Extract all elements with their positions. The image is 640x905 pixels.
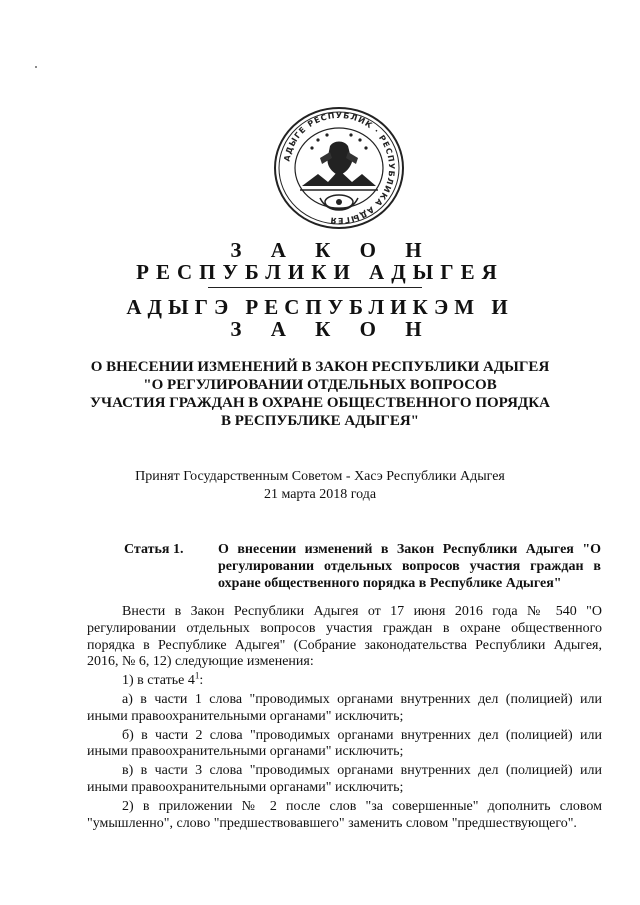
law-title-line2: РЕСПУБЛИКИ АДЫГЕЯ [136, 260, 504, 284]
adoption-note [60, 468, 580, 504]
svg-text:АДЫГЕ РЕСПУБЛИК · РЕСПУБЛИКА А: АДЫГЕ РЕСПУБЛИК · РЕСПУБЛИКА АДЫГЕЯ [282, 110, 397, 226]
body-item-1b: б) в части 2 слова "проводимых органами внутренних дел (полицией) или иными правоохранительными органами" исключить; [87, 727, 602, 760]
subject-line: УЧАСТИЯ ГРАЖДАН В ОХРАНЕ ОБЩЕСТВЕННОГО ПОРЯДКА [90, 395, 550, 411]
body-item-1a: а) в части 1 слова "проводимых органами внутренних дел (полицией) или иными правоохранительными органами" исключить; [87, 691, 602, 724]
adoption-body: Принят Государственным Советом - Хасэ Республики Адыгея [135, 469, 505, 484]
law-title-line4: З А К О Н [230, 317, 434, 341]
adoption-date: 21 марта 2018 года [263, 487, 377, 502]
subject-line: "О РЕГУЛИРОВАНИИ ОТДЕЛЬНЫХ ВОПРОСОВ [143, 377, 497, 393]
law-title-line3: АДЫГЭ РЕСПУБЛИКЭМ И [126, 295, 514, 319]
body-item-2: 2) в приложении № 2 после слов "за совершенные" дополнить словом "умышленно", слово "предшествовавшего" заменить словом "предшествующего". [87, 798, 602, 831]
scan-speck [35, 66, 37, 68]
adygea-coat-of-arms-emblem [272, 106, 406, 230]
title-divider [208, 287, 422, 288]
article-label: Статья 1. [124, 542, 184, 557]
body-item-1 [87, 670, 602, 690]
item-1-prefix: 1) в статье 4 [122, 673, 195, 689]
article-title: О внесении изменений в Закон Республики Адыгея "О регулировании отдельных вопросов участия граждан в охране общественного порядка в Республике Адыгея" [218, 542, 601, 591]
item-1-sup: 1 [194, 670, 200, 681]
subject-line: О ВНЕСЕНИИ ИЗМЕНЕНИЙ В ЗАКОН РЕСПУБЛИКИ АДЫГЕЯ [90, 359, 550, 375]
law-title-line1: З А К О Н [230, 238, 434, 262]
body-item-1c: в) в части 3 слова "проводимых органами внутренних дел (полицией) или иными правоохранительными органами" исключить; [87, 763, 602, 795]
item-1-suffix: : [199, 673, 204, 689]
article-body [87, 604, 602, 834]
body-intro: Внести в Закон Республики Адыгея от 17 июня 2016 года № 540 "О регулировании отдельных вопросов участия граждан в охране общественного порядка в Республике Адыгея" (Собрание законодательства Республики Адыгея, 2016, № 6, 12) следующие изменения: [87, 604, 602, 670]
law-subject [60, 358, 580, 430]
subject-line: В РЕСПУБЛИКЕ АДЫГЕЯ" [220, 413, 420, 429]
